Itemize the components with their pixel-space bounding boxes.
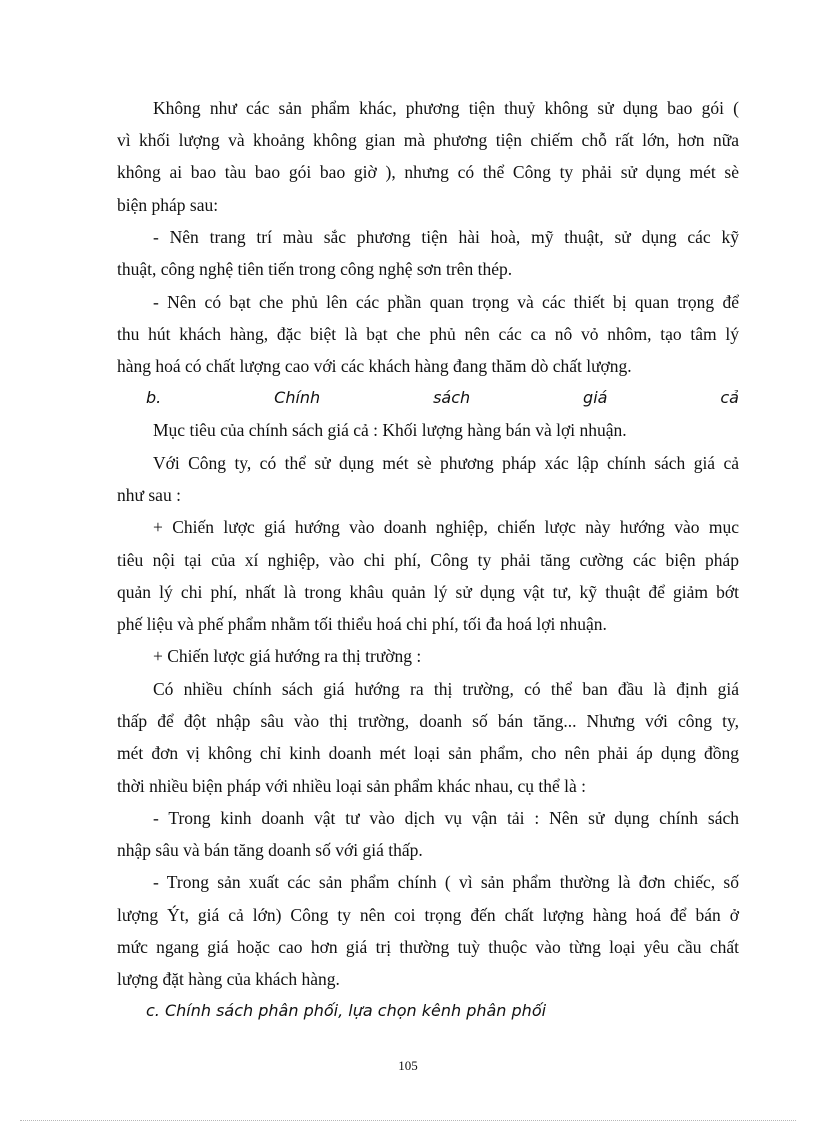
heading-b-part: Chính	[274, 388, 321, 407]
p3-line1: - Nên có bạt che phủ lên các phần quan trọng và các thiết bị quan trọng để	[153, 292, 739, 312]
heading-b-part: cả	[720, 388, 739, 407]
p4-line1: Mục tiêu của chính sách giá cả : Khối lượng hàng bán và lợi nhuận.	[153, 420, 627, 440]
p6-line2: tiêu nội tại của xí nghiệp, vào chi phí, Công ty phải tăng cường các biện pháp	[117, 550, 739, 570]
heading-b-part: sách	[433, 388, 471, 407]
p9-line1: - Trong kinh doanh vật tư vào dịch vụ vận tải : Nên sử dụng chính sách	[153, 808, 739, 828]
p5-line2: như sau :	[117, 485, 181, 505]
p10-line3: mức ngang giá hoặc cao hơn giá trị thường tuỳ thuộc vào từng loại yêu cầu chất	[117, 937, 739, 957]
p10-line1: - Trong sản xuất các sản phẩm chính ( vì sản phẩm thường là đơn chiếc, số	[153, 872, 739, 892]
heading-b-part: b.	[146, 388, 162, 407]
p5-line1: Với Công ty, có thể sử dụng mét sè phương pháp xác lập chính sách giá cả	[153, 453, 739, 473]
p1-line2: vì khối lượng và khoảng không gian mà phương tiện chiếm chỗ rất lớn, hơn nữa	[117, 130, 739, 150]
p2-line1: - Nên trang trí màu sắc phương tiện hài hoà, mỹ thuật, sử dụng các kỹ	[153, 227, 739, 247]
p1-line3: không ai bao tàu bao gói bao giờ ), nhưng có thể Công ty phải sử dụng mét sè	[117, 162, 739, 182]
p7-line1: + Chiến lược giá hướng ra thị trường :	[153, 646, 422, 666]
p3-line2: thu hút khách hàng, đặc biệt là bạt che phủ nên các ca nô vỏ nhôm, tạo tâm lý	[117, 324, 739, 344]
footer-divider	[20, 1120, 796, 1121]
p8-line3: mét đơn vị không chỉ kinh doanh mét loại sản phẩm, cho nên phải áp dụng đồng	[117, 743, 739, 763]
p1-line1: Không như các sản phẩm khác, phương tiện thuỷ không sử dụng bao gói (	[153, 98, 739, 118]
section-heading-b	[146, 387, 739, 409]
section-heading-c: c. Chính sách phân phối, lựa chọn kênh phân phối	[146, 1001, 547, 1020]
p6-line3: quản lý chi phí, nhất là trong khâu quản lý sử dụng vật tư, kỹ thuật để giảm bớt	[117, 582, 739, 602]
p6-line1: + Chiến lược giá hướng vào doanh nghiệp, chiến lược này hướng vào mục	[153, 517, 739, 537]
p8-line2: thấp để đột nhập sâu vào thị trường, doanh số bán tăng... Nhưng với công ty,	[117, 711, 739, 731]
heading-b-part: giá	[583, 388, 608, 407]
page-number: 105	[398, 1058, 418, 1073]
p10-line4: lượng đặt hàng của khách hàng.	[117, 969, 340, 989]
p2-line2: thuật, công nghệ tiên tiến trong công nghệ sơn trên thép.	[117, 259, 513, 279]
p10-line2: lượng Ýt, giá cả lớn) Công ty nên coi trọng đến chất lượng hàng hoá để bán ở	[117, 905, 739, 925]
p3-line3: hàng hoá có chất lượng cao với các khách hàng đang thăm dò chất lượng.	[117, 356, 632, 376]
p6-line4: phế liệu và phế phẩm nhằm tối thiểu hoá chi phí, tối đa hoá lợi nhuận.	[117, 614, 607, 634]
p1-line4: biện pháp sau:	[117, 195, 219, 215]
p8-line4: thời nhiều biện pháp với nhiều loại sản phẩm khác nhau, cụ thể là :	[117, 776, 587, 796]
p9-line2: nhập sâu và bán tăng doanh số với giá thấp.	[117, 840, 423, 860]
p8-line1: Có nhiều chính sách giá hướng ra thị trường, có thể ban đầu là định giá	[153, 679, 739, 699]
